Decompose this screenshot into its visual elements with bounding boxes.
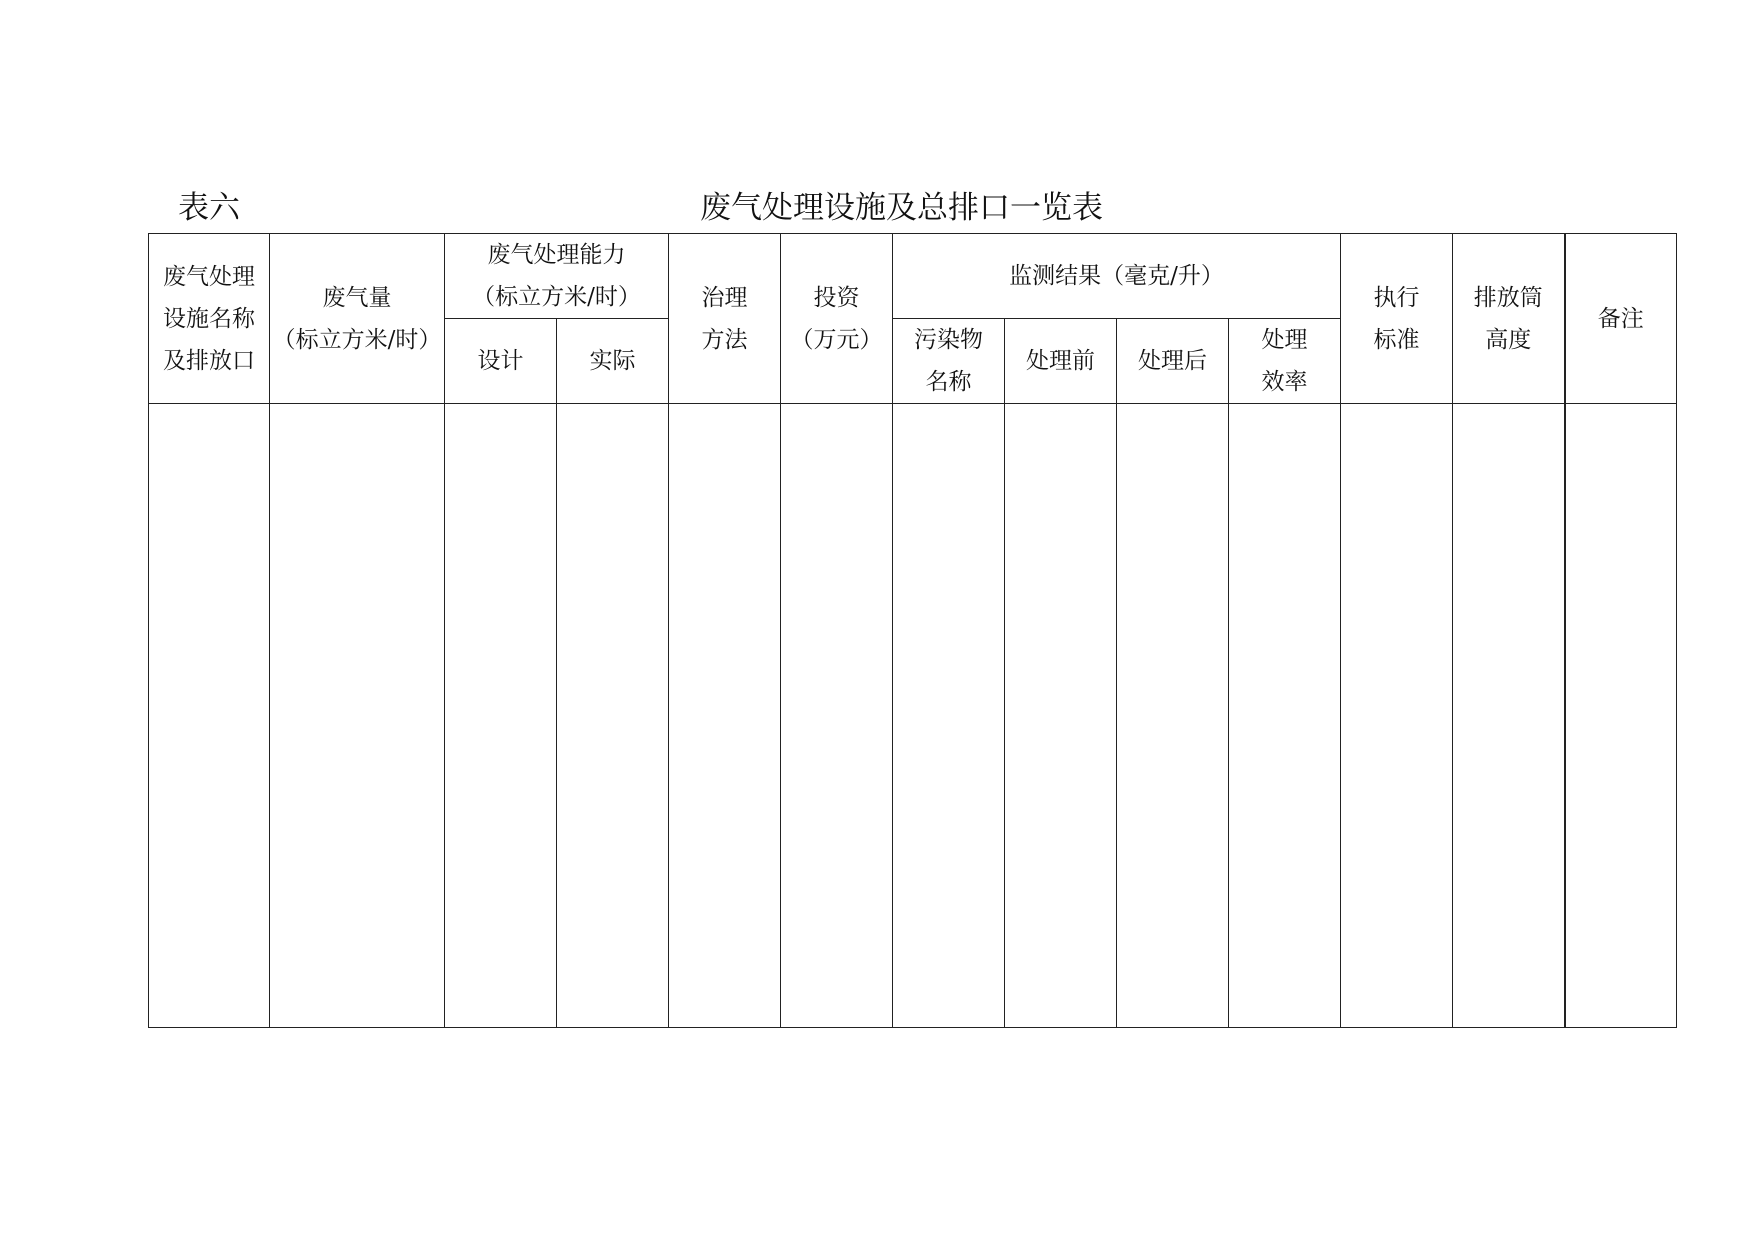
cell-capacity-design	[445, 404, 557, 1028]
cell-facility-name	[149, 404, 270, 1028]
header-after-treatment-text: 处理后	[1138, 348, 1207, 374]
table-row	[149, 404, 1677, 1028]
cell-stack-height	[1453, 404, 1565, 1028]
header-treatment-method-text: 治理 方法	[701, 284, 748, 353]
header-investment-text: 投资 （万元）	[790, 284, 883, 353]
header-gas-volume-text: 废气量 （标立方米/时）	[272, 284, 442, 353]
header-gas-volume	[270, 234, 445, 404]
header-treatment-efficiency-text: 处理 效率	[1261, 327, 1308, 395]
emissions-table	[148, 233, 1677, 1028]
header-capacity-design-text: 设计	[477, 348, 524, 374]
cell-treatment-efficiency	[1229, 404, 1341, 1028]
header-treatment-efficiency	[1229, 319, 1341, 404]
header-investment	[781, 234, 893, 404]
header-monitoring	[893, 234, 1341, 319]
cell-capacity-actual	[557, 404, 669, 1028]
header-facility-name-text: 废气处理 设施名称 及排放口	[163, 263, 255, 374]
table-label: 表六	[178, 190, 240, 226]
header-capacity-design	[445, 319, 557, 404]
cell-gas-volume	[270, 404, 445, 1028]
header-pollutant-name	[893, 319, 1005, 404]
header-remarks-text: 备注	[1597, 305, 1644, 332]
cell-after-treatment	[1117, 404, 1229, 1028]
header-standard-text: 执行 标准	[1373, 284, 1420, 353]
header-capacity-actual	[557, 319, 669, 404]
header-stack-height-text: 排放筒 高度	[1473, 284, 1543, 353]
header-stack-height	[1453, 234, 1565, 404]
header-before-treatment-text: 处理前	[1026, 348, 1095, 374]
cell-investment	[781, 404, 893, 1028]
header-pollutant-name-text: 污染物 名称	[914, 327, 983, 395]
cell-before-treatment	[1005, 404, 1117, 1028]
cell-standard	[1341, 404, 1453, 1028]
cell-remarks	[1565, 404, 1677, 1028]
header-row-1	[149, 234, 1677, 319]
header-capacity	[445, 234, 669, 319]
header-standard	[1341, 234, 1453, 404]
header-monitoring-text: 监测结果（毫克/升）	[1009, 263, 1224, 289]
header-treatment-method	[669, 234, 781, 404]
header-before-treatment	[1005, 319, 1117, 404]
header-facility-name	[149, 234, 270, 404]
header-capacity-actual-text: 实际	[589, 348, 636, 374]
header-capacity-text: 废气处理能力 （标立方米/时）	[472, 242, 641, 310]
cell-treatment-method	[669, 404, 781, 1028]
header-after-treatment	[1117, 319, 1229, 404]
cell-pollutant-name	[893, 404, 1005, 1028]
header-remarks	[1565, 234, 1677, 404]
table-title: 废气处理设施及总排口一览表	[700, 190, 1103, 226]
